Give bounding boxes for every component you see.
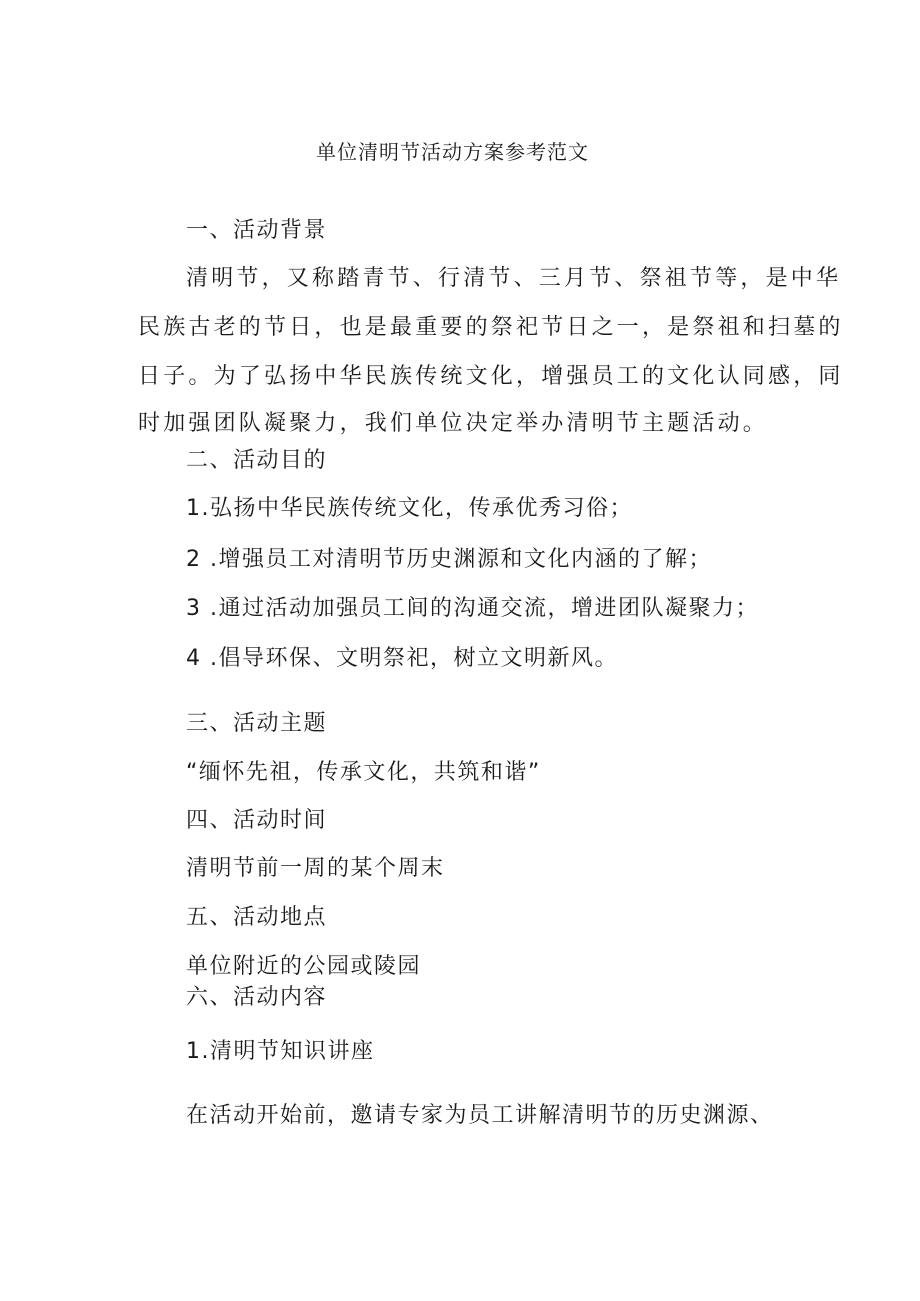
paragraph-line: 日子。为了弘扬中华民族传统文化，增强员工的文化认同感，同 [138,364,844,389]
section-heading-content: 六、活动内容 [186,985,328,1010]
list-item: 1.弘扬中华民族传统文化，传承优秀习俗； [186,496,633,521]
time-text: 清明节前一周的某个周末 [186,856,445,881]
section-heading-location: 五、活动地点 [186,905,328,930]
section-heading-theme: 三、活动主题 [186,711,328,736]
list-item: 3 .通过活动加强员工间的沟通交流，增进团队凝聚力； [186,596,759,621]
section-heading-background: 一、活动背景 [186,218,328,243]
location-text: 单位附近的公园或陵园 [186,954,422,979]
list-item: 1.清明节知识讲座 [186,1039,375,1064]
theme-text: “缅怀先祖，传承文化，共筑和谐” [186,760,541,785]
section-heading-purpose: 二、活动目的 [186,448,328,473]
paragraph-line: 清明节，又称踏青节、行清节、三月节、祭祖节等，是中华 [186,266,842,291]
paragraph-line: 民族古老的节日，也是最重要的祭祀节日之一，是祭祖和扫墓的 [138,315,844,340]
paragraph-line: 时加强团队凝聚力，我们单位决定举办清明节主题活动。 [138,411,769,436]
list-item: 2 .增强员工对清明节历史渊源和文化内涵的了解； [186,547,712,572]
list-item: 4 .倡导环保、文明祭祀，树立文明新风。 [186,646,618,671]
paragraph-line: 在活动开始前，邀请专家为员工讲解清明节的历史渊源、 [186,1103,774,1128]
document-title: 单位清明节活动方案参考范文 [316,140,589,164]
section-heading-time: 四、活动时间 [186,808,328,833]
